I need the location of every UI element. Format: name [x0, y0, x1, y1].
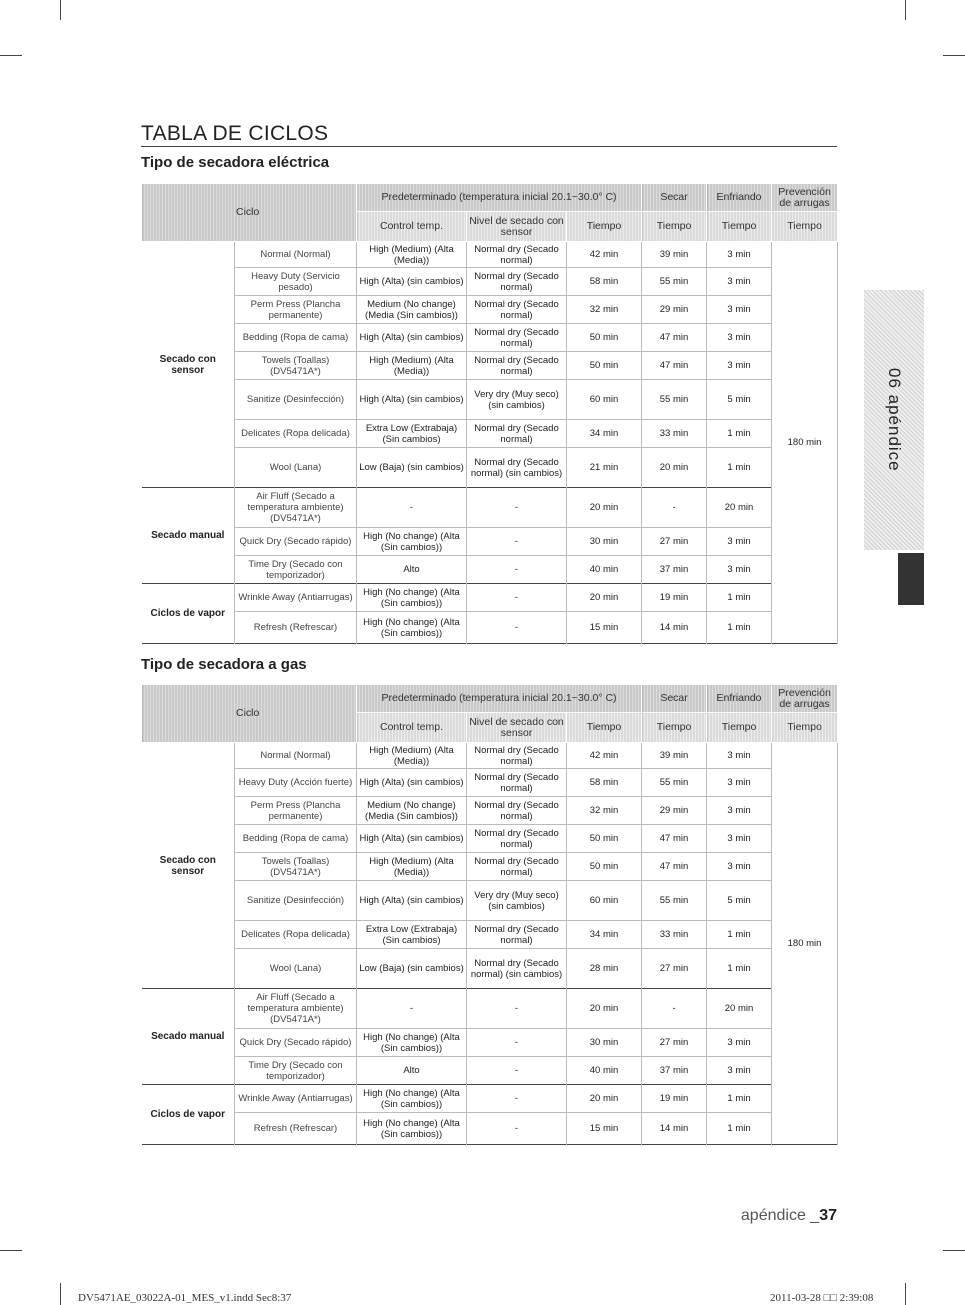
- sensor-dry-level: Normal dry (Secado normal) (sin cambios): [467, 949, 567, 989]
- dry-time: 33 min: [642, 921, 707, 949]
- crop-mark: [60, 1283, 61, 1305]
- total-time: 20 min: [567, 488, 642, 528]
- sensor-dry-level: Very dry (Muy seco) (sin cambios): [467, 881, 567, 921]
- dry-time: 27 min: [642, 528, 707, 556]
- control-temp: High (No change) (Alta (Sin cambios)): [357, 528, 467, 556]
- header-nivel-secado: Nivel de secado con sensor: [467, 212, 567, 242]
- cool-time: 3 min: [707, 528, 772, 556]
- cool-time: 20 min: [707, 488, 772, 528]
- cool-time: 3 min: [707, 825, 772, 853]
- total-time: 34 min: [567, 921, 642, 949]
- table-row: [142, 324, 838, 352]
- crop-mark: [943, 55, 965, 56]
- table-row: [142, 743, 838, 769]
- header-tiempo: Tiempo: [707, 713, 772, 743]
- cool-time: 3 min: [707, 296, 772, 324]
- control-temp: High (Alta) (sin cambios): [357, 380, 467, 420]
- cycle-name: Air Fluff (Secado a temperatura ambiente) (DV5471A*): [235, 989, 357, 1029]
- sensor-dry-level: Normal dry (Secado normal): [467, 921, 567, 949]
- table-row: [142, 380, 838, 420]
- header-enfriando: Enfriando: [707, 184, 772, 212]
- sensor-dry-level: Normal dry (Secado normal): [467, 242, 567, 268]
- total-time: 50 min: [567, 352, 642, 380]
- control-temp: High (No change) (Alta (Sin cambios)): [357, 584, 467, 612]
- cool-time: 3 min: [707, 268, 772, 296]
- dry-time: 55 min: [642, 881, 707, 921]
- header-secar: Secar: [642, 184, 707, 212]
- table-row: [142, 921, 838, 949]
- cycle-table-gas: [141, 684, 838, 1145]
- control-temp: Low (Baja) (sin cambios): [357, 949, 467, 989]
- sensor-dry-level: Normal dry (Secado normal): [467, 420, 567, 448]
- cycle-name: Refresh (Refrescar): [235, 1113, 357, 1145]
- table-row: [142, 1085, 838, 1113]
- cycle-name: Heavy Duty (Acción fuerte): [235, 769, 357, 797]
- dry-time: -: [642, 989, 707, 1029]
- header-tiempo: Tiempo: [567, 212, 642, 242]
- sensor-dry-level: Normal dry (Secado normal): [467, 352, 567, 380]
- dry-time: 39 min: [642, 242, 707, 268]
- dry-time: 47 min: [642, 324, 707, 352]
- control-temp: High (Medium) (Alta (Media)): [357, 352, 467, 380]
- control-temp: Extra Low (Extrabaja) (Sin cambios): [357, 420, 467, 448]
- dry-time: 19 min: [642, 1085, 707, 1113]
- footer-section: apéndice _: [740, 1207, 820, 1224]
- dry-time: 33 min: [642, 420, 707, 448]
- cool-time: 3 min: [707, 242, 772, 268]
- sensor-dry-level: Very dry (Muy seco) (sin cambios): [467, 380, 567, 420]
- sensor-dry-level: Normal dry (Secado normal) (sin cambios): [467, 448, 567, 488]
- header-row: [142, 685, 838, 713]
- table-row: [142, 797, 838, 825]
- table-row: [142, 989, 838, 1029]
- table-row: [142, 584, 838, 612]
- cool-time: 1 min: [707, 921, 772, 949]
- cycle-name: Towels (Toallas) (DV5471A*): [235, 853, 357, 881]
- cool-time: 3 min: [707, 769, 772, 797]
- sensor-dry-level: Normal dry (Secado normal): [467, 268, 567, 296]
- table-row: [142, 488, 838, 528]
- total-time: 21 min: [567, 448, 642, 488]
- cool-time: 3 min: [707, 743, 772, 769]
- total-time: 32 min: [567, 296, 642, 324]
- sensor-dry-level: -: [467, 584, 567, 612]
- total-time: 20 min: [567, 1085, 642, 1113]
- cycle-name: Normal (Normal): [235, 743, 357, 769]
- group-label: Ciclos de vapor: [142, 584, 235, 644]
- cycle-name: Refresh (Refrescar): [235, 612, 357, 644]
- total-time: 60 min: [567, 881, 642, 921]
- control-temp: High (No change) (Alta (Sin cambios)): [357, 1029, 467, 1057]
- header-control-temp: Control temp.: [357, 713, 467, 743]
- total-time: 15 min: [567, 612, 642, 644]
- dry-time: 14 min: [642, 1113, 707, 1145]
- sensor-dry-level: -: [467, 556, 567, 584]
- cool-time: 3 min: [707, 1057, 772, 1085]
- total-time: 50 min: [567, 825, 642, 853]
- table-row: [142, 612, 838, 644]
- cool-time: 3 min: [707, 324, 772, 352]
- total-time: 50 min: [567, 324, 642, 352]
- dry-time: 37 min: [642, 556, 707, 584]
- sensor-dry-level: -: [467, 1085, 567, 1113]
- table-row: [142, 1057, 838, 1085]
- cool-time: 3 min: [707, 556, 772, 584]
- cycle-name: Air Fluff (Secado a temperatura ambiente) (DV5471A*): [235, 488, 357, 528]
- control-temp: High (No change) (Alta (Sin cambios)): [357, 1085, 467, 1113]
- cycle-name: Delicates (Ropa delicada): [235, 420, 357, 448]
- cycle-name: Wool (Lana): [235, 949, 357, 989]
- crop-mark: [905, 0, 906, 20]
- header-tiempo: Tiempo: [567, 713, 642, 743]
- control-temp: High (Alta) (sin cambios): [357, 881, 467, 921]
- dry-time: 55 min: [642, 769, 707, 797]
- total-time: 42 min: [567, 242, 642, 268]
- table-row: [142, 448, 838, 488]
- control-temp: Medium (No change) (Media (Sin cambios)): [357, 797, 467, 825]
- total-time: 42 min: [567, 743, 642, 769]
- sensor-dry-level: Normal dry (Secado normal): [467, 743, 567, 769]
- chapter-tab-label: 06 apéndice: [885, 368, 904, 472]
- cycle-name: Normal (Normal): [235, 242, 357, 268]
- total-time: 58 min: [567, 769, 642, 797]
- title-rule: [141, 146, 837, 147]
- sensor-dry-level: Normal dry (Secado normal): [467, 769, 567, 797]
- page-number: 37: [819, 1207, 837, 1224]
- header-nivel-secado: Nivel de secado con sensor: [467, 713, 567, 743]
- header-prevencion: Prevención de arrugas: [772, 184, 838, 212]
- dry-time: 20 min: [642, 448, 707, 488]
- crop-mark: [0, 1250, 22, 1251]
- sensor-dry-level: -: [467, 488, 567, 528]
- cycle-name: Wool (Lana): [235, 448, 357, 488]
- control-temp: -: [357, 989, 467, 1029]
- total-time: 20 min: [567, 989, 642, 1029]
- cool-time: 3 min: [707, 352, 772, 380]
- table-row: [142, 853, 838, 881]
- table-row: [142, 242, 838, 268]
- sensor-dry-level: -: [467, 1029, 567, 1057]
- total-time: 40 min: [567, 556, 642, 584]
- sensor-dry-level: Normal dry (Secado normal): [467, 797, 567, 825]
- cycle-name: Perm Press (Plancha permanente): [235, 296, 357, 324]
- group-label: Secado manual: [142, 488, 235, 584]
- wrinkle-prevention-time: 180 min: [772, 743, 838, 1145]
- header-tiempo: Tiempo: [642, 212, 707, 242]
- page-title: TABLA DE CICLOS: [141, 122, 329, 145]
- header-enfriando: Enfriando: [707, 685, 772, 713]
- cycle-name: Quick Dry (Secado rápido): [235, 528, 357, 556]
- sensor-dry-level: -: [467, 989, 567, 1029]
- table-row: [142, 1029, 838, 1057]
- dry-time: 37 min: [642, 1057, 707, 1085]
- table-row: [142, 268, 838, 296]
- total-time: 28 min: [567, 949, 642, 989]
- table-row: [142, 825, 838, 853]
- total-time: 50 min: [567, 853, 642, 881]
- table-row: [142, 556, 838, 584]
- sensor-dry-level: Normal dry (Secado normal): [467, 825, 567, 853]
- control-temp: Alto: [357, 1057, 467, 1085]
- control-temp: High (No change) (Alta (Sin cambios)): [357, 612, 467, 644]
- dry-time: 55 min: [642, 380, 707, 420]
- header-control-temp: Control temp.: [357, 212, 467, 242]
- sensor-dry-level: -: [467, 528, 567, 556]
- crop-mark: [943, 1250, 965, 1251]
- sensor-dry-level: -: [467, 1057, 567, 1085]
- section-title-gas: Tipo de secadora a gas: [141, 656, 307, 673]
- cool-time: 5 min: [707, 881, 772, 921]
- group-label: Ciclos de vapor: [142, 1085, 235, 1145]
- sensor-dry-level: Normal dry (Secado normal): [467, 853, 567, 881]
- control-temp: High (Alta) (sin cambios): [357, 268, 467, 296]
- table-row: [142, 296, 838, 324]
- control-temp: High (Alta) (sin cambios): [357, 324, 467, 352]
- group-label: Secado con sensor: [142, 743, 235, 989]
- dry-time: 47 min: [642, 853, 707, 881]
- cycle-name: Sanitize (Desinfección): [235, 380, 357, 420]
- sensor-dry-level: -: [467, 1113, 567, 1145]
- control-temp: High (No change) (Alta (Sin cambios)): [357, 1113, 467, 1145]
- cycle-name: Time Dry (Secado con temporizador): [235, 1057, 357, 1085]
- cool-time: 1 min: [707, 1113, 772, 1145]
- control-temp: Low (Baja) (sin cambios): [357, 448, 467, 488]
- header-tiempo: Tiempo: [707, 212, 772, 242]
- group-label: Secado manual: [142, 989, 235, 1085]
- crop-mark: [905, 1283, 906, 1305]
- dry-time: 39 min: [642, 743, 707, 769]
- cool-time: 3 min: [707, 1029, 772, 1057]
- header-secar: Secar: [642, 685, 707, 713]
- total-time: 40 min: [567, 1057, 642, 1085]
- cycle-name: Bedding (Ropa de cama): [235, 825, 357, 853]
- control-temp: Medium (No change) (Media (Sin cambios)): [357, 296, 467, 324]
- control-temp: High (Medium) (Alta (Media)): [357, 853, 467, 881]
- table-row: [142, 420, 838, 448]
- cycle-name: Perm Press (Plancha permanente): [235, 797, 357, 825]
- header-predeterminado: Predeterminado (temperatura inicial 20.1~30.0° C): [357, 184, 642, 212]
- sensor-dry-level: Normal dry (Secado normal): [467, 296, 567, 324]
- cool-time: 20 min: [707, 989, 772, 1029]
- header-ciclo: Ciclo: [142, 184, 357, 242]
- group-label: Secado con sensor: [142, 242, 235, 488]
- chapter-tab-marker: [898, 553, 924, 605]
- cycle-name: Wrinkle Away (Antiarrugas): [235, 584, 357, 612]
- total-time: 30 min: [567, 528, 642, 556]
- page-footer: [741, 1207, 837, 1225]
- cool-time: 5 min: [707, 380, 772, 420]
- table-row: [142, 769, 838, 797]
- dry-time: 47 min: [642, 825, 707, 853]
- cool-time: 3 min: [707, 797, 772, 825]
- crop-mark: [0, 55, 22, 56]
- dry-time: 27 min: [642, 1029, 707, 1057]
- total-time: 15 min: [567, 1113, 642, 1145]
- control-temp: -: [357, 488, 467, 528]
- control-temp: Extra Low (Extrabaja) (Sin cambios): [357, 921, 467, 949]
- header-row: [142, 184, 838, 212]
- control-temp: High (Alta) (sin cambios): [357, 825, 467, 853]
- total-time: 34 min: [567, 420, 642, 448]
- sensor-dry-level: -: [467, 612, 567, 644]
- print-date-info: 2011-03-28 □□ 2:39:08: [770, 1292, 874, 1304]
- cycle-name: Wrinkle Away (Antiarrugas): [235, 1085, 357, 1113]
- cool-time: 1 min: [707, 1085, 772, 1113]
- dry-time: 14 min: [642, 612, 707, 644]
- cycle-name: Delicates (Ropa delicada): [235, 921, 357, 949]
- header-tiempo: Tiempo: [772, 212, 838, 242]
- cycle-name: Quick Dry (Secado rápido): [235, 1029, 357, 1057]
- total-time: 58 min: [567, 268, 642, 296]
- table-row: [142, 881, 838, 921]
- cool-time: 3 min: [707, 853, 772, 881]
- header-tiempo: Tiempo: [772, 713, 838, 743]
- header-predeterminado: Predeterminado (temperatura inicial 20.1~30.0° C): [357, 685, 642, 713]
- total-time: 60 min: [567, 380, 642, 420]
- section-title-electric: Tipo de secadora eléctrica: [141, 154, 330, 171]
- control-temp: High (Alta) (sin cambios): [357, 769, 467, 797]
- cool-time: 1 min: [707, 949, 772, 989]
- cycle-name: Heavy Duty (Servicio pesado): [235, 268, 357, 296]
- dry-time: -: [642, 488, 707, 528]
- wrinkle-prevention-time: 180 min: [772, 242, 838, 644]
- table-row: [142, 1113, 838, 1145]
- cool-time: 1 min: [707, 584, 772, 612]
- dry-time: 47 min: [642, 352, 707, 380]
- control-temp: High (Medium) (Alta (Media)): [357, 743, 467, 769]
- dry-time: 29 min: [642, 296, 707, 324]
- cycle-table-electric: [141, 183, 838, 644]
- cycle-name: Sanitize (Desinfección): [235, 881, 357, 921]
- cool-time: 1 min: [707, 612, 772, 644]
- header-prevencion: Prevención de arrugas: [772, 685, 838, 713]
- crop-mark: [60, 0, 61, 20]
- dry-time: 19 min: [642, 584, 707, 612]
- cool-time: 1 min: [707, 420, 772, 448]
- dry-time: 29 min: [642, 797, 707, 825]
- table-row: [142, 352, 838, 380]
- header-tiempo: Tiempo: [642, 713, 707, 743]
- control-temp: Alto: [357, 556, 467, 584]
- control-temp: High (Medium) (Alta (Media)): [357, 242, 467, 268]
- cycle-name: Towels (Toallas) (DV5471A*): [235, 352, 357, 380]
- header-ciclo: Ciclo: [142, 685, 357, 743]
- dry-time: 55 min: [642, 268, 707, 296]
- table-row: [142, 528, 838, 556]
- print-file-info: DV5471AE_03022A-01_MES_v1.indd Sec8:37: [78, 1292, 292, 1304]
- total-time: 30 min: [567, 1029, 642, 1057]
- total-time: 20 min: [567, 584, 642, 612]
- cool-time: 1 min: [707, 448, 772, 488]
- total-time: 32 min: [567, 797, 642, 825]
- table-row: [142, 949, 838, 989]
- cycle-name: Time Dry (Secado con temporizador): [235, 556, 357, 584]
- dry-time: 27 min: [642, 949, 707, 989]
- sensor-dry-level: Normal dry (Secado normal): [467, 324, 567, 352]
- cycle-name: Bedding (Ropa de cama): [235, 324, 357, 352]
